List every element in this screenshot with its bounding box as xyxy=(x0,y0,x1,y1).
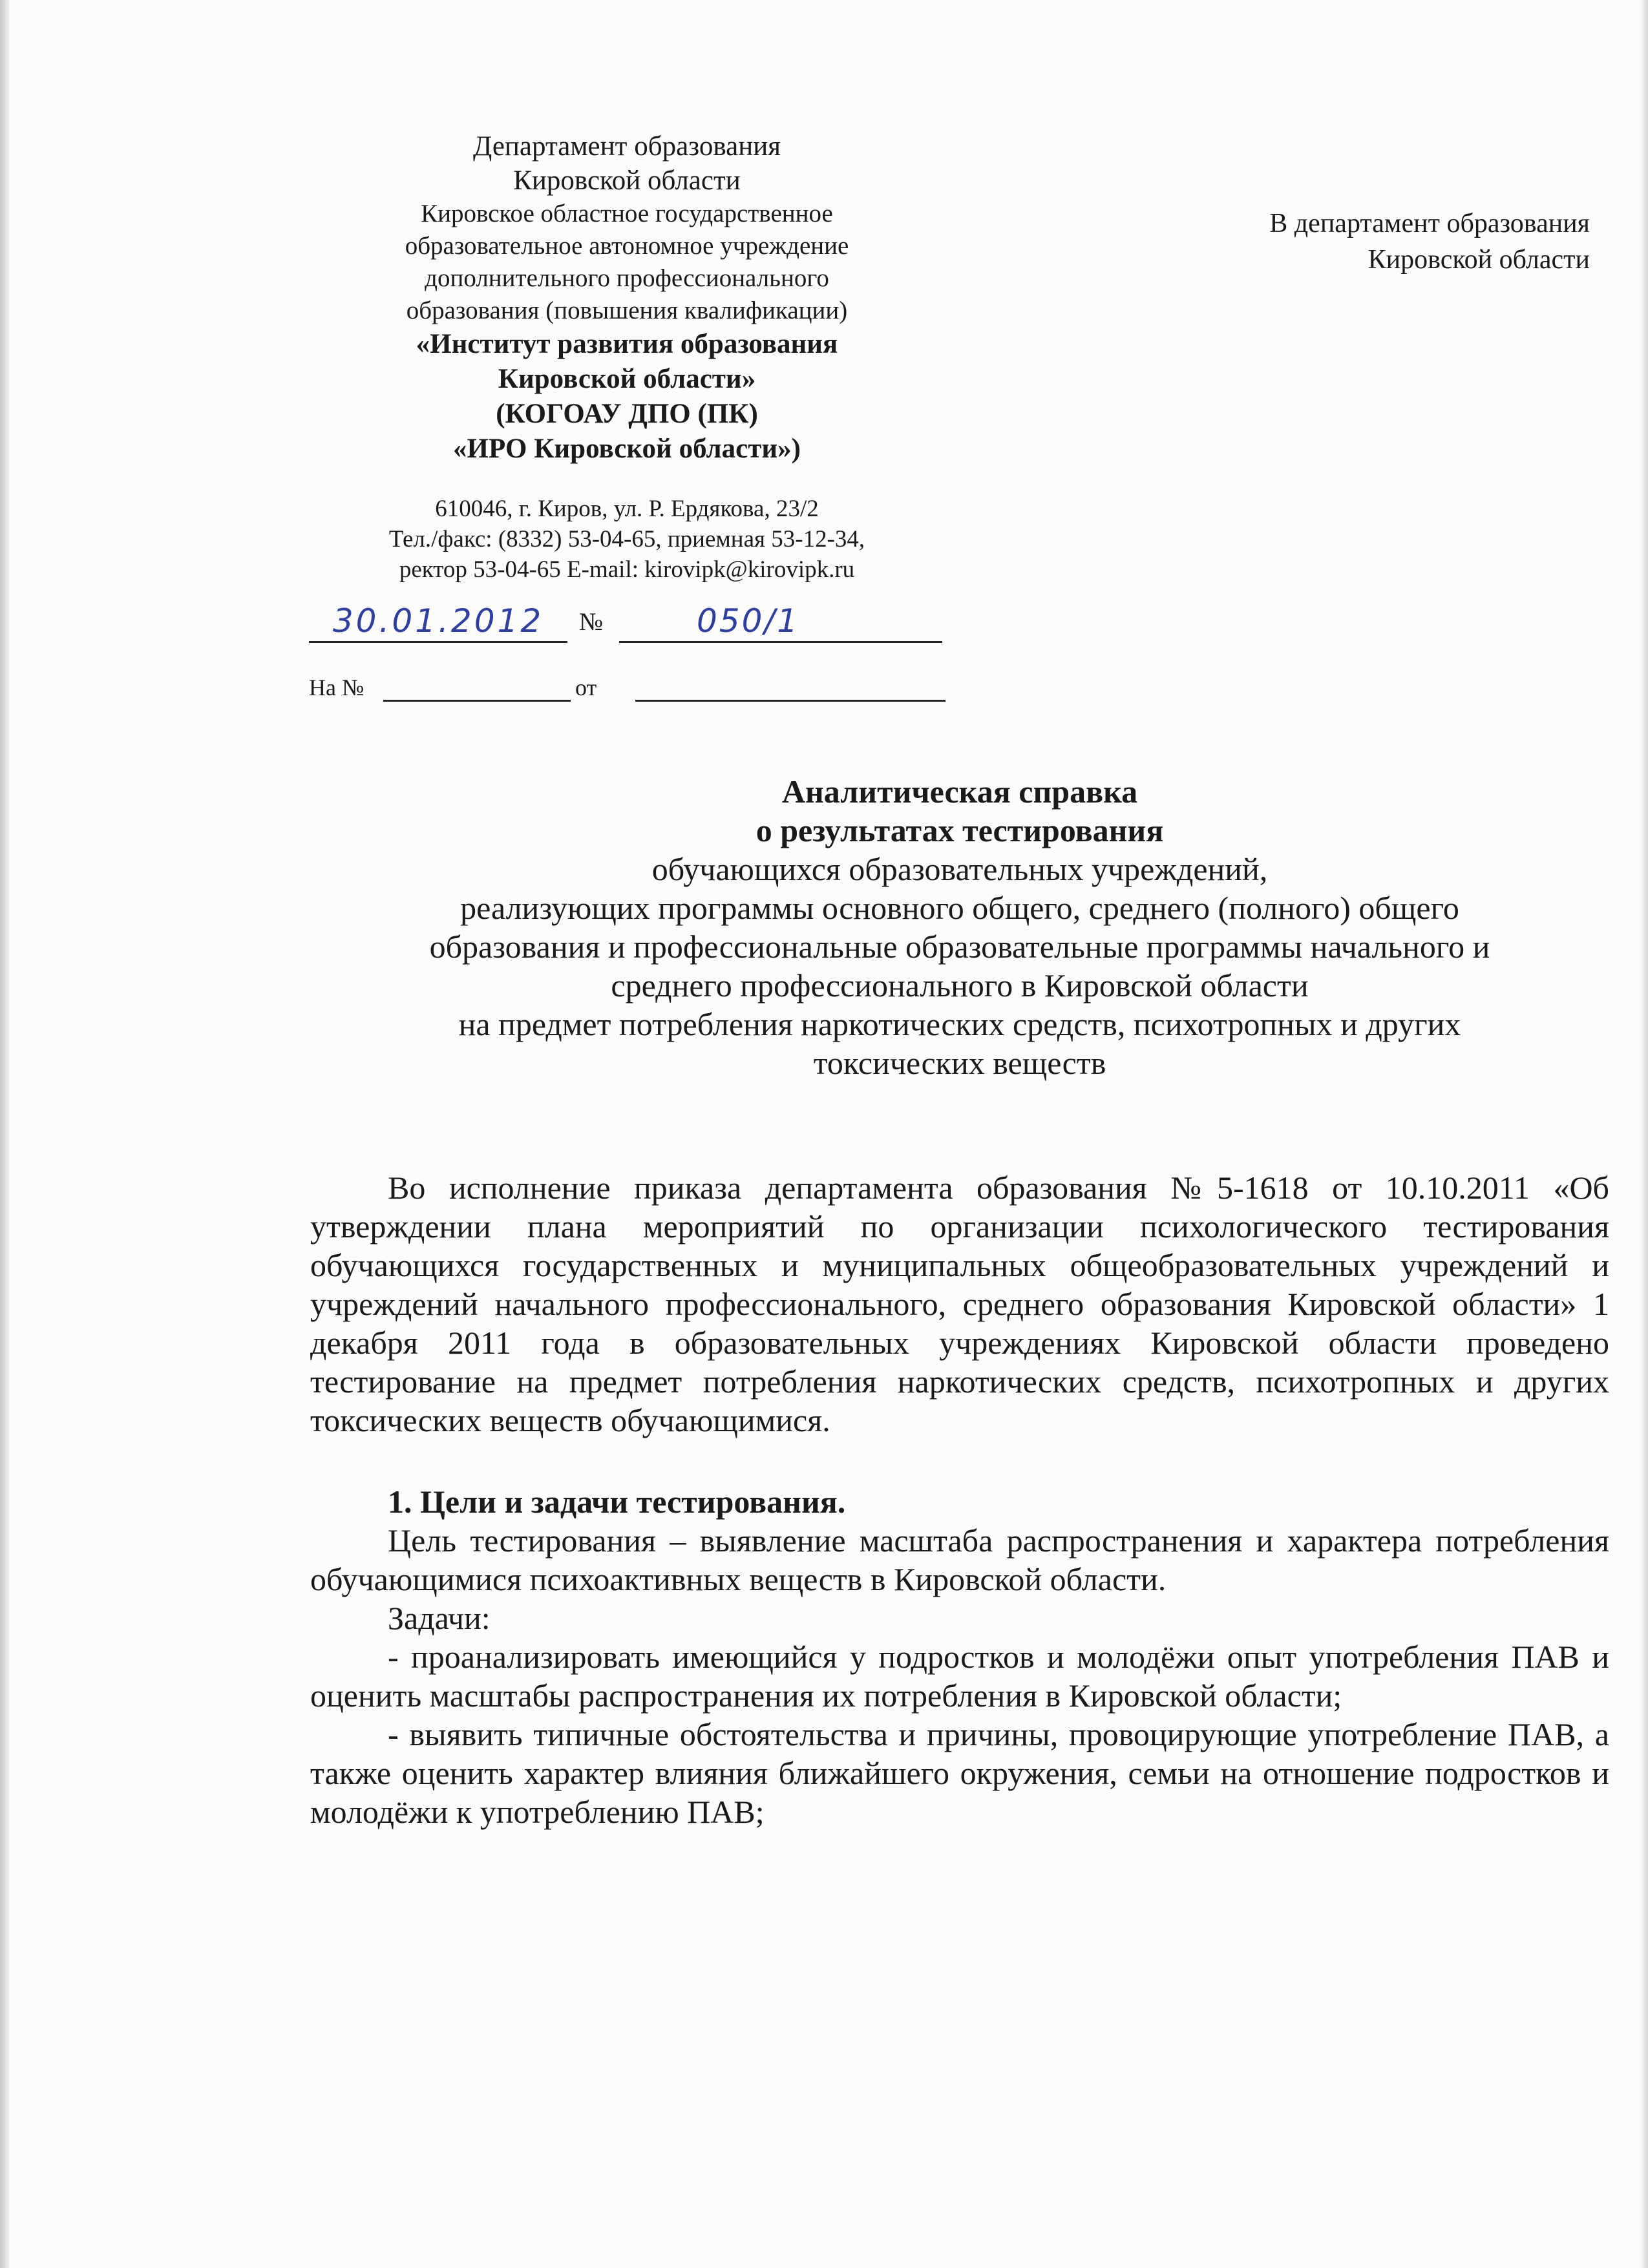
letterhead-institute-name: «Институт развития образования xyxy=(416,329,838,359)
subtitle-line: образования и профессиональные образовательные программы начального и xyxy=(429,929,1490,965)
subtitle-line: токсических веществ xyxy=(813,1045,1106,1081)
letterhead-org-line: образовательное автономное учреждение xyxy=(405,232,849,260)
goal-paragraph: Цель тестирования – выявление масштаба распространения и характера потребления обучающимися психоактивных веществ в Кировской области. xyxy=(310,1522,1609,1597)
intro-paragraph: Во исполнение приказа департамента образования №5-1618 от 10.10.2011 «Об утверждении плана мероприятий по организации психологического тестирования обучающихся государственных и муниципальных общеобразовательных учреждений и учреждений начального профессионального, среднего образования Кировской области» 1 декабря 2011 года в образовательных учреждениях Кировской области проведено тестирование на предмет потребления наркотических средств, психотропных и других токсических веществ обучающимися. xyxy=(310,1170,1609,1438)
recipient-block xyxy=(1125,205,1590,278)
letterhead-institute-name: Кировской области» xyxy=(498,364,756,394)
title-line: о результатах тестирования xyxy=(755,812,1164,848)
letterhead-department: Департамент образования xyxy=(472,131,781,162)
tasks-label: Задачи: xyxy=(388,1600,491,1636)
reference-number-blank xyxy=(383,669,571,702)
registration-number-label: № xyxy=(579,608,604,636)
section-heading: 1. Цели и задачи тестирования. xyxy=(388,1484,846,1520)
registration-number-handwritten: 050/1 xyxy=(619,601,942,643)
letterhead-org-line: дополнительного профессионального xyxy=(425,264,829,292)
reference-from-label: от xyxy=(575,675,597,700)
subtitle-line: на предмет потребления наркотических средств, психотропных и других xyxy=(458,1006,1461,1042)
subtitle-line: реализующих программы основного общего, среднего (полного) общего xyxy=(460,890,1459,926)
letterhead-region: Кировской области xyxy=(513,165,741,196)
letterhead xyxy=(310,129,944,585)
scan-edge-right xyxy=(1642,0,1648,2268)
registration-date-handwritten: 30.01.2012 xyxy=(309,601,567,643)
document-body xyxy=(310,1168,1609,1831)
letterhead-phone: Тел./факс: (8332) 53-04-65, приемная 53-12-34, xyxy=(388,526,865,552)
reference-date-blank xyxy=(635,669,945,702)
letterhead-email: ректор 53-04-65 E-mail: kirovipk@kirovipk.ru xyxy=(399,556,855,583)
subtitle-line: среднего профессионального в Кировской области xyxy=(611,967,1309,1003)
recipient-line: В департамент образования xyxy=(1269,209,1590,238)
document-title xyxy=(310,772,1609,1082)
registration-row xyxy=(309,601,962,646)
task-item: - проанализировать имеющийся у подростков и молодёжи опыт употребления ПАВ и оценить масштабы распространения их потребления в Кировской области; xyxy=(310,1639,1609,1714)
subtitle-line: обучающихся образовательных учреждений, xyxy=(651,851,1268,887)
scan-edge-left xyxy=(0,0,9,2268)
letterhead-institute-abbr: «ИРО Кировской области») xyxy=(453,434,801,464)
task-item: - выявить типичные обстоятельства и причины, провоцирующие употребление ПАВ, а также оценить характер влияния ближайшего окружения, семьи на отношение подростков и молодёжи к употреблению ПАВ; xyxy=(310,1716,1609,1830)
reference-number-label: На № xyxy=(309,675,364,700)
letterhead-org-line: образования (повышения квалификации) xyxy=(406,297,848,324)
letterhead-org-line: Кировское областное государственное xyxy=(421,200,833,227)
reference-row xyxy=(309,669,962,708)
title-line: Аналитическая справка xyxy=(781,773,1138,810)
recipient-line: Кировской области xyxy=(1368,245,1590,275)
letterhead-address: 610046, г. Киров, ул. Р. Ердякова, 23/2 xyxy=(435,496,819,522)
letterhead-institute-abbr: (КОГОАУ ДПО (ПК) xyxy=(496,399,758,429)
